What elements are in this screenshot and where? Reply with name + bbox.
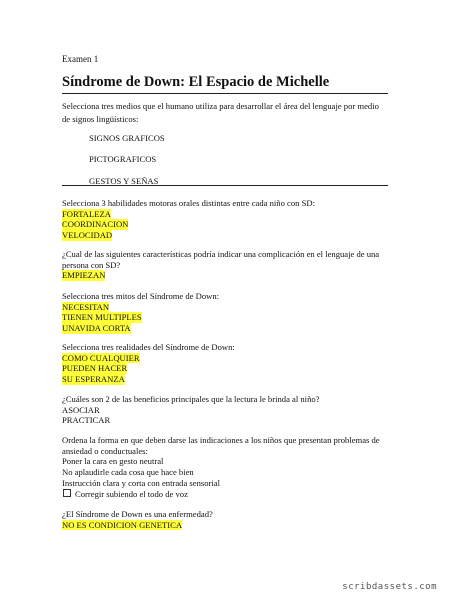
answer-highlight: EMPIEZAN <box>62 270 106 281</box>
answer-text: PRACTICAR <box>62 415 111 426</box>
answer-highlight: NO ES CONDICION GENETICA <box>62 519 183 530</box>
step-text: Instrucción clara y corta con entrada sensorial <box>62 477 220 488</box>
question-text: Selecciona tres mitos del Síndrome de Down: <box>62 291 220 301</box>
answer-highlight: COORDINACION <box>62 219 129 230</box>
question-block-1 <box>62 198 392 241</box>
step-text: Poner la cara en gesto neutral <box>62 456 164 467</box>
question-text: Ordena la forma en que deben darse las indicaciones a los niños que presentan problemas de ansiedad o conductuales: <box>62 435 380 456</box>
answer-text: ASOCIAR <box>62 404 100 415</box>
question-text: ¿Cual de las siguientes características podría indicar una complicación en el lenguaje de una persona con SD? <box>62 249 380 270</box>
watermark-footer: scribdassets.com <box>342 582 437 592</box>
intro-question: Selecciona tres medios que el humano utiliza para desarrollar el área del lenguaje por medio de signos lingüísticos: <box>62 101 379 124</box>
question-block-5 <box>62 394 392 426</box>
question-text: ¿Cuáles son 2 de las beneficios principales que la lectura le brinda al niño? <box>62 394 320 404</box>
answer-highlight: NECESITAN <box>62 301 110 312</box>
question-block-4 <box>62 342 392 385</box>
question-text: Selecciona 3 habilidades motoras orales distintas entre cada niño con SD: <box>62 198 315 208</box>
page-title: Síndrome de Down: El Espacio de Michelle <box>62 74 388 94</box>
option-3: GESTOS Y SEÑAS <box>89 176 159 186</box>
question-text: Selecciona tres realidades del Síndrome de Down: <box>62 342 235 352</box>
question-block-7 <box>62 509 392 530</box>
answer-highlight: VELOCIDAD <box>62 230 113 241</box>
answer-highlight: SU ESPERANZA <box>62 374 125 385</box>
divider <box>62 185 388 186</box>
answer-highlight: PUEDEN HACER <box>62 363 128 374</box>
checkbox-icon <box>63 489 71 497</box>
answer-highlight: COMO CUALQUIER <box>62 352 140 363</box>
question-text: ¿El Síndrome de Down es una enfermedad? <box>62 509 213 519</box>
question-block-6 <box>62 435 392 499</box>
question-block-2 <box>62 249 392 281</box>
step-text: Corregir subiendo el todo de voz <box>75 488 188 499</box>
answer-highlight: FORTALEZA <box>62 208 111 219</box>
question-block-3 <box>62 291 392 334</box>
step-text: No aplaudirle cada cosa que hace bien <box>62 467 194 478</box>
answer-highlight: TIENEN MULTIPLES <box>62 312 142 323</box>
option-1: SIGNOS GRAFICOS <box>89 133 165 143</box>
exam-header: Examen 1 <box>62 54 99 64</box>
answer-highlight: UNAVIDA CORTA <box>62 323 131 334</box>
option-2: PICTOGRAFICOS <box>89 154 157 164</box>
